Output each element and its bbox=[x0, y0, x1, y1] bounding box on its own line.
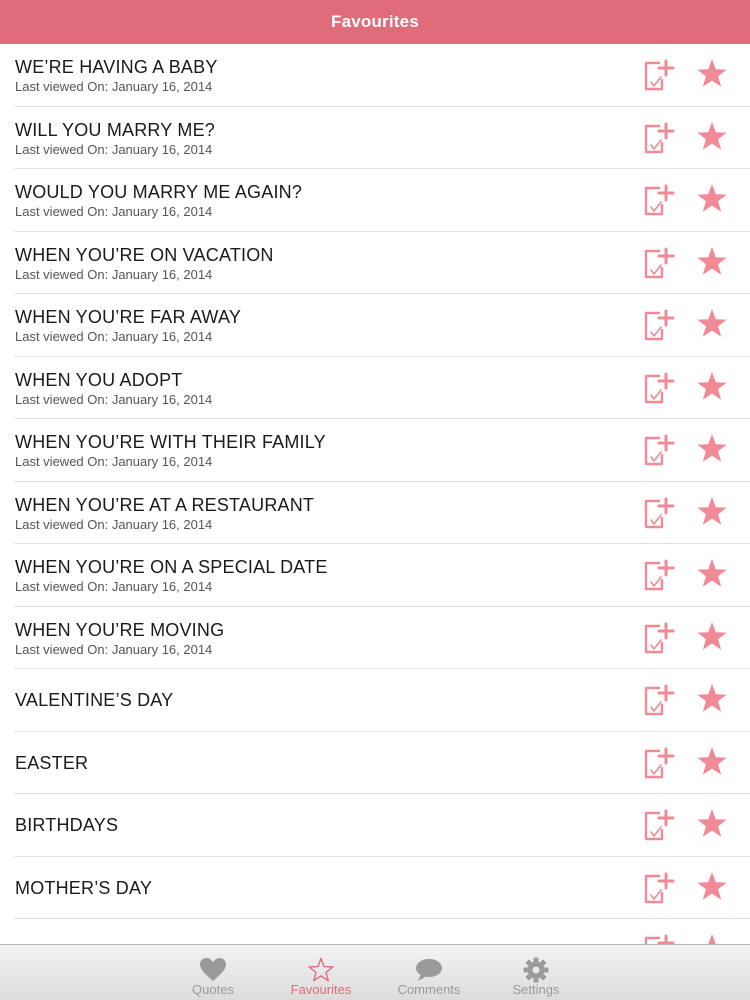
favourites-list[interactable] bbox=[0, 44, 750, 944]
item-title: EASTER bbox=[15, 752, 89, 773]
add-note-button[interactable] bbox=[639, 682, 675, 718]
star-icon bbox=[695, 120, 729, 154]
star-icon bbox=[695, 620, 729, 654]
tab-label: Settings bbox=[512, 982, 560, 997]
favourite-star-button[interactable] bbox=[695, 120, 729, 154]
list-item[interactable] bbox=[14, 794, 750, 857]
favourite-star-button[interactable] bbox=[695, 245, 729, 279]
item-title: BIRTHDAYS bbox=[15, 815, 119, 835]
add-note-button[interactable] bbox=[639, 432, 675, 468]
favourite-star-button[interactable] bbox=[695, 307, 729, 341]
star-outline-icon bbox=[307, 957, 335, 983]
add-note-button[interactable] bbox=[639, 495, 675, 531]
list-item[interactable] bbox=[14, 44, 750, 107]
nav-bar bbox=[0, 0, 750, 44]
item-title: WHEN YOU’RE AT A RESTAURANT bbox=[15, 494, 315, 515]
star-icon bbox=[695, 557, 729, 591]
add-note-icon bbox=[639, 57, 675, 93]
item-title: WHEN YOU ADOPT bbox=[15, 369, 183, 390]
add-note-button[interactable] bbox=[639, 182, 675, 218]
favourite-star-button[interactable] bbox=[695, 557, 729, 591]
speech-bubble-icon bbox=[415, 957, 443, 983]
favourite-star-button[interactable] bbox=[695, 620, 729, 654]
list-item[interactable] bbox=[14, 544, 750, 607]
star-icon bbox=[695, 682, 729, 716]
add-note-icon bbox=[639, 432, 675, 468]
item-title: WOULD YOU MARRY ME AGAIN? bbox=[15, 182, 303, 202]
star-icon bbox=[695, 307, 729, 341]
favourite-star-button[interactable] bbox=[695, 57, 729, 91]
tab-quotes[interactable] bbox=[163, 945, 263, 1000]
add-note-button[interactable] bbox=[639, 745, 675, 781]
item-last-viewed: Last viewed On: January 16, 2014 bbox=[15, 204, 213, 219]
star-icon bbox=[695, 807, 729, 841]
star-icon bbox=[695, 370, 729, 404]
add-note-icon bbox=[639, 807, 675, 843]
list-item[interactable] bbox=[14, 419, 750, 482]
add-note-button[interactable] bbox=[639, 620, 675, 656]
star-icon bbox=[695, 745, 729, 779]
add-note-icon bbox=[639, 745, 675, 781]
list-item[interactable] bbox=[14, 669, 750, 732]
item-title: WILL YOU MARRY ME? bbox=[15, 119, 215, 140]
add-note-icon bbox=[639, 557, 675, 593]
list-item[interactable] bbox=[14, 919, 750, 944]
favourite-star-button[interactable] bbox=[695, 745, 729, 779]
star-icon bbox=[695, 182, 729, 216]
item-last-viewed: Last viewed On: January 16, 2014 bbox=[15, 391, 213, 407]
add-note-button[interactable] bbox=[639, 870, 675, 906]
add-note-button[interactable] bbox=[639, 120, 675, 156]
tab-bar bbox=[0, 944, 750, 1000]
item-title: WHEN YOU’RE ON VACATION bbox=[15, 244, 274, 265]
favourite-star-button[interactable] bbox=[695, 870, 729, 904]
add-note-icon bbox=[639, 932, 675, 944]
item-last-viewed: Last viewed On: January 16, 2014 bbox=[15, 641, 213, 657]
list-item[interactable] bbox=[14, 732, 750, 795]
item-title: WHEN YOU’RE MOVING bbox=[15, 619, 225, 640]
add-note-icon bbox=[639, 682, 675, 718]
add-note-button[interactable] bbox=[639, 932, 675, 944]
list-item[interactable] bbox=[14, 357, 750, 420]
favourite-star-button[interactable] bbox=[695, 932, 729, 944]
favourite-star-button[interactable] bbox=[695, 682, 729, 716]
item-title: WE’RE HAVING A BABY bbox=[15, 57, 218, 77]
item-title: WHEN YOU’RE FAR AWAY bbox=[15, 307, 242, 327]
add-note-button[interactable] bbox=[639, 557, 675, 593]
star-icon bbox=[695, 870, 729, 904]
item-last-viewed: Last viewed On: January 16, 2014 bbox=[15, 329, 213, 344]
add-note-icon bbox=[639, 182, 675, 218]
add-note-icon bbox=[639, 307, 675, 343]
star-icon bbox=[695, 432, 729, 466]
tab-comments[interactable] bbox=[379, 945, 479, 1000]
item-last-viewed: Last viewed On: January 16, 2014 bbox=[15, 141, 213, 157]
page-title: Favourites bbox=[331, 12, 419, 31]
item-last-viewed: Last viewed On: January 16, 2014 bbox=[15, 79, 213, 94]
add-note-icon bbox=[639, 495, 675, 531]
add-note-button[interactable] bbox=[639, 245, 675, 281]
item-title: MOTHER’S DAY bbox=[15, 877, 153, 898]
tab-label: Comments bbox=[397, 982, 461, 997]
item-last-viewed: Last viewed On: January 16, 2014 bbox=[15, 454, 213, 469]
favourite-star-button[interactable] bbox=[695, 370, 729, 404]
tab-favourites[interactable] bbox=[271, 945, 371, 1000]
favourite-star-button[interactable] bbox=[695, 432, 729, 466]
star-icon bbox=[695, 57, 729, 91]
star-icon bbox=[695, 245, 729, 279]
item-last-viewed: Last viewed On: January 16, 2014 bbox=[15, 266, 213, 282]
add-note-icon bbox=[639, 370, 675, 406]
tab-settings[interactable] bbox=[486, 945, 586, 1000]
item-last-viewed: Last viewed On: January 16, 2014 bbox=[15, 516, 213, 532]
list-item[interactable] bbox=[14, 482, 750, 545]
list-item[interactable] bbox=[14, 232, 750, 295]
add-note-button[interactable] bbox=[639, 57, 675, 93]
add-note-icon bbox=[639, 120, 675, 156]
add-note-button[interactable] bbox=[639, 370, 675, 406]
add-note-button[interactable] bbox=[639, 807, 675, 843]
item-title: WHEN YOU’RE ON A SPECIAL DATE bbox=[15, 557, 328, 577]
tab-label: Quotes bbox=[192, 982, 234, 997]
item-title: WHEN YOU’RE WITH THEIR FAMILY bbox=[15, 432, 326, 452]
list-item[interactable] bbox=[14, 857, 750, 920]
add-note-icon bbox=[639, 245, 675, 281]
list-item[interactable] bbox=[14, 607, 750, 670]
heart-icon bbox=[199, 957, 227, 983]
favourite-star-button[interactable] bbox=[695, 807, 729, 841]
tab-label: Favourites bbox=[290, 982, 352, 997]
add-note-icon bbox=[639, 620, 675, 656]
add-note-button[interactable] bbox=[639, 307, 675, 343]
add-note-icon bbox=[639, 870, 675, 906]
list-item[interactable] bbox=[14, 169, 750, 232]
favourite-star-button[interactable] bbox=[695, 495, 729, 529]
star-icon bbox=[695, 932, 729, 944]
item-title: VALENTINE’S DAY bbox=[15, 690, 174, 710]
star-icon bbox=[695, 495, 729, 529]
list-item[interactable] bbox=[14, 294, 750, 357]
favourite-star-button[interactable] bbox=[695, 182, 729, 216]
list-item[interactable] bbox=[14, 107, 750, 170]
item-last-viewed: Last viewed On: January 16, 2014 bbox=[15, 579, 213, 594]
gear-icon bbox=[522, 957, 550, 983]
